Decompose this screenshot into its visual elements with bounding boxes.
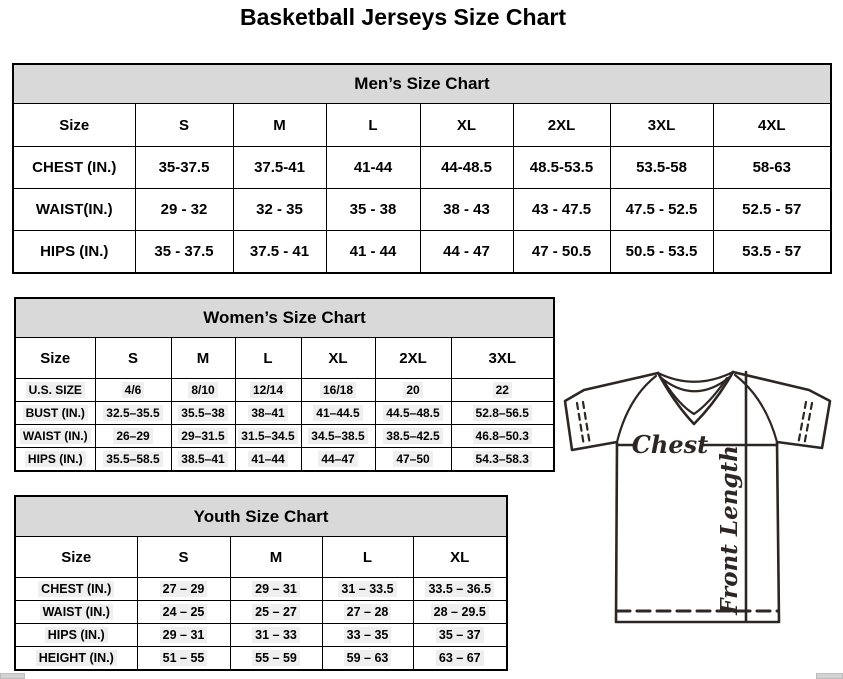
youth-chart-table: [14, 495, 508, 671]
size-value-cell: [413, 578, 507, 601]
size-value-text: 47 - 50.5: [531, 243, 592, 260]
size-value-text: 32.5–35.5: [103, 405, 162, 421]
size-column-header: Size: [15, 537, 137, 578]
size-value-text: 52.8–56.5: [473, 405, 532, 421]
size-value-cell: [233, 231, 326, 274]
row-label-text: CHEST (IN.): [32, 159, 117, 176]
size-value-cell: [135, 189, 233, 231]
size-value-cell: [235, 379, 301, 402]
size-value-cell: [375, 448, 451, 472]
vneck-outer-icon: [658, 372, 733, 424]
size-value-text: 31.5–34.5: [238, 428, 297, 444]
size-value-cell: [413, 647, 507, 671]
size-value-cell: [513, 231, 610, 274]
womens-chart-table: [14, 297, 555, 472]
page-title: Basketball Jerseys Size Chart: [239, 4, 566, 30]
size-value-text: 43 - 47.5: [531, 201, 592, 218]
size-value-text: 52.5 - 57: [742, 201, 802, 218]
left-cuff-stitch-icon: [577, 403, 584, 446]
size-value-cell: [413, 624, 507, 647]
table-row: [15, 624, 507, 647]
table-title: Women’s Size Chart: [15, 298, 554, 338]
size-value-text: 58-63: [752, 159, 791, 176]
mens-chart-table: [12, 63, 832, 274]
table-row: [15, 578, 507, 601]
chest-label: Chest: [631, 430, 709, 459]
size-value-cell: [233, 147, 326, 189]
table-row: [15, 425, 554, 448]
size-value-cell: [322, 624, 413, 647]
size-column-header: L: [326, 104, 420, 147]
size-value-cell: [322, 578, 413, 601]
jersey-diagram: [556, 360, 832, 630]
size-value-text: 35 – 37: [436, 627, 484, 643]
size-column-header: 4XL: [713, 104, 831, 147]
size-column-header: S: [137, 537, 230, 578]
size-value-text: 41 - 44: [349, 243, 397, 260]
size-value-cell: [171, 448, 235, 472]
size-value-text: 38 - 43: [443, 201, 490, 218]
size-value-text: 35 - 38: [349, 201, 397, 218]
size-value-cell: [375, 379, 451, 402]
size-value-cell: [171, 425, 235, 448]
size-value-cell: [171, 402, 235, 425]
row-label: [15, 624, 137, 647]
size-value-text: 29 - 32: [160, 201, 208, 218]
size-value-cell: [513, 189, 610, 231]
front-length-label: Front Length: [716, 445, 743, 615]
size-value-text: 29 – 31: [252, 581, 300, 597]
size-column-header: Size: [13, 104, 135, 147]
size-column-header: M: [171, 338, 235, 379]
size-value-cell: [610, 147, 713, 189]
row-label: [13, 147, 135, 189]
table-title: Men’s Size Chart: [13, 64, 831, 104]
size-value-cell: [235, 448, 301, 472]
size-value-cell: [413, 601, 507, 624]
size-value-cell: [326, 231, 420, 274]
size-value-cell: [301, 448, 375, 472]
size-value-text: 55 – 59: [252, 650, 300, 666]
size-value-cell: [137, 601, 230, 624]
size-value-text: 54.3–58.3: [473, 451, 532, 467]
size-value-text: 22: [493, 382, 512, 398]
size-value-text: 32 - 35: [256, 201, 303, 218]
size-value-text: 29–31.5: [178, 428, 227, 444]
size-value-cell: [230, 647, 322, 671]
row-label: [15, 379, 95, 402]
size-column-header: XL: [413, 537, 507, 578]
size-column-header: 2XL: [513, 104, 610, 147]
size-value-text: 37.5-41: [254, 159, 305, 176]
row-label-text: HEIGHT (IN.): [36, 650, 117, 666]
size-value-cell: [451, 425, 554, 448]
size-value-cell: [135, 147, 233, 189]
size-value-cell: [513, 147, 610, 189]
size-value-text: 38.5–42.5: [383, 428, 442, 444]
size-column-header: Size: [15, 338, 95, 379]
row-label: [15, 601, 137, 624]
size-value-text: 35.5–58.5: [103, 451, 162, 467]
womens-size-chart-section: [14, 297, 555, 472]
size-value-cell: [301, 425, 375, 448]
size-value-text: 8/10: [188, 382, 217, 398]
row-label-text: HIPS (IN.): [25, 451, 86, 467]
size-column-header: 3XL: [610, 104, 713, 147]
size-column-header: M: [233, 104, 326, 147]
mens-size-chart-section: [12, 63, 832, 274]
size-column-header: 3XL: [451, 338, 554, 379]
size-value-text: 34.5–38.5: [308, 428, 367, 444]
scrollbar-left-stub[interactable]: [0, 673, 25, 679]
size-value-cell: [301, 379, 375, 402]
size-value-cell: [95, 425, 171, 448]
size-value-text: 35 - 37.5: [154, 243, 214, 260]
size-value-cell: [451, 402, 554, 425]
size-column-header: S: [135, 104, 233, 147]
size-value-text: 59 – 63: [344, 650, 392, 666]
size-value-text: 20: [403, 382, 422, 398]
size-value-text: 27 – 28: [344, 604, 392, 620]
size-value-cell: [235, 402, 301, 425]
size-value-text: 31 – 33: [252, 627, 300, 643]
row-label: [15, 425, 95, 448]
size-column-header: XL: [420, 104, 513, 147]
right-cuff-stitch-icon: [804, 403, 812, 446]
row-label-text: HIPS (IN.): [40, 243, 109, 260]
table-row: [15, 647, 507, 671]
size-value-text: 46.8–50.3: [473, 428, 532, 444]
size-column-header: XL: [301, 338, 375, 379]
row-label: [15, 578, 137, 601]
row-label-text: WAIST (IN.): [40, 604, 113, 620]
size-value-cell: [713, 231, 831, 274]
size-value-cell: [95, 402, 171, 425]
left-cuff-stitch-icon: [583, 402, 590, 445]
size-value-text: 51 – 55: [160, 650, 208, 666]
size-value-text: 27 – 29: [160, 581, 208, 597]
table-row: [15, 379, 554, 402]
size-value-text: 28 – 29.5: [431, 604, 489, 620]
size-value-cell: [95, 379, 171, 402]
size-value-cell: [451, 379, 554, 402]
size-value-cell: [235, 425, 301, 448]
size-column-header: L: [235, 338, 301, 379]
size-value-text: 53.5-58: [636, 159, 687, 176]
size-value-cell: [610, 189, 713, 231]
size-value-text: 35.5–38: [178, 405, 227, 421]
row-label-text: CHEST (IN.): [38, 581, 114, 597]
size-value-text: 44-48.5: [441, 159, 492, 176]
size-value-text: 29 – 31: [160, 627, 208, 643]
size-value-cell: [230, 624, 322, 647]
size-value-cell: [135, 231, 233, 274]
size-value-text: 44 - 47: [443, 243, 490, 260]
size-value-cell: [713, 147, 831, 189]
row-label: [15, 448, 95, 472]
size-value-cell: [322, 647, 413, 671]
size-value-text: 35-37.5: [158, 159, 210, 176]
size-value-cell: [420, 189, 513, 231]
size-value-cell: [375, 425, 451, 448]
row-label: [13, 231, 135, 274]
size-value-cell: [713, 189, 831, 231]
table-row: [15, 601, 507, 624]
size-value-cell: [230, 601, 322, 624]
table-row: [13, 189, 831, 231]
size-value-text: 53.5 - 57: [742, 243, 802, 260]
size-value-cell: [451, 448, 554, 472]
size-value-text: 24 – 25: [160, 604, 208, 620]
size-value-text: 37.5 - 41: [249, 243, 310, 260]
size-value-text: 41–44: [248, 451, 287, 467]
size-value-text: 26–29: [113, 428, 152, 444]
row-label-text: WAIST(IN.): [35, 201, 113, 218]
row-label-text: HIPS (IN.): [45, 627, 108, 643]
row-label-text: WAIST (IN.): [20, 428, 91, 444]
row-label-text: BUST (IN.): [23, 405, 88, 421]
size-value-text: 41-44: [353, 159, 393, 176]
table-row: [13, 231, 831, 274]
jersey-outline: [565, 372, 830, 622]
size-value-cell: [610, 231, 713, 274]
size-value-text: 38–41: [248, 405, 287, 421]
row-label: [15, 647, 137, 671]
size-value-cell: [301, 402, 375, 425]
size-value-text: 47–50: [393, 451, 432, 467]
table-title: Youth Size Chart: [15, 496, 507, 537]
size-column-header: S: [95, 338, 171, 379]
youth-size-chart-section: [14, 495, 508, 671]
row-label: [13, 189, 135, 231]
size-value-cell: [95, 448, 171, 472]
size-column-header: M: [230, 537, 322, 578]
size-value-text: 31 – 33.5: [338, 581, 396, 597]
size-value-cell: [326, 147, 420, 189]
size-value-text: 33.5 – 36.5: [425, 581, 494, 597]
table-row: [15, 402, 554, 425]
size-value-text: 16/18: [320, 382, 356, 398]
size-value-text: 33 – 35: [344, 627, 392, 643]
size-value-text: 25 – 27: [252, 604, 300, 620]
size-value-cell: [326, 189, 420, 231]
collar-arc-icon: [658, 372, 733, 382]
size-value-cell: [420, 231, 513, 274]
table-row: [13, 147, 831, 189]
row-label: [15, 402, 95, 425]
size-value-cell: [375, 402, 451, 425]
size-value-text: 44.5–48.5: [383, 405, 442, 421]
size-value-cell: [420, 147, 513, 189]
size-value-cell: [171, 379, 235, 402]
size-value-cell: [233, 189, 326, 231]
size-value-cell: [137, 624, 230, 647]
size-value-text: 63 – 67: [436, 650, 484, 666]
size-value-cell: [322, 601, 413, 624]
size-value-cell: [230, 578, 322, 601]
row-label-text: U.S. SIZE: [26, 382, 85, 398]
scrollbar-right-stub[interactable]: [816, 673, 843, 679]
size-value-text: 44–47: [318, 451, 357, 467]
table-row: [15, 448, 554, 472]
size-value-text: 12/14: [250, 382, 286, 398]
size-value-cell: [137, 578, 230, 601]
size-column-header: L: [322, 537, 413, 578]
right-seam-icon: [735, 375, 777, 442]
size-value-text: 41–44.5: [313, 405, 362, 421]
size-value-cell: [137, 647, 230, 671]
size-column-header: 2XL: [375, 338, 451, 379]
size-value-text: 48.5-53.5: [529, 159, 594, 176]
size-value-text: 47.5 - 52.5: [625, 201, 698, 218]
size-value-text: 38.5–41: [178, 451, 227, 467]
size-value-text: 50.5 - 53.5: [625, 243, 698, 260]
size-value-text: 4/6: [122, 382, 145, 398]
